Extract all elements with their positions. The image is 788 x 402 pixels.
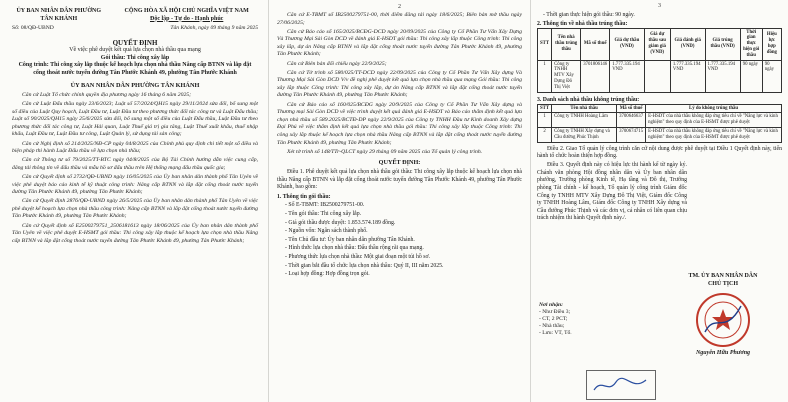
recipient-item: - Như Điều 3; [539, 309, 571, 315]
table-cell: 3701806146 [581, 60, 610, 92]
doc-header [12, 8, 258, 23]
recipient-item: - Lưu: VT, Tổ. [539, 330, 572, 336]
losers-table-header [538, 104, 782, 113]
package-info-item: - Hình thức lựa chọn nhà thầu: Đấu thầu rộng rãi qua mạng. [285, 245, 424, 252]
winner-table [537, 28, 782, 93]
table-cell: Công ty TNHH MTV Xây Dựng Đô Thị Việt [552, 60, 581, 92]
authority-name: ỦY BAN NHÂN DÂN PHƯỜNG TÂN KHÁNH [70, 82, 200, 89]
column-header: Giá dự thầu (VND) [610, 28, 644, 60]
loser-row [538, 113, 782, 128]
legal-basis-item: Căn cứ Luật Đấu thầu ngày 23/6/2023; Luật số 57/2024/QH15 ngày 29/11/2024 sửa đổi, bổ sung một số điều của Luật Quy hoạch, Luật Đầu tư, Luật Đầu tư theo phương thức đối tác công tư và Luật Đấu thầu; Luật số 90/2025/QH15 ngày 25/6/2025 sửa đổi, bổ sung một số điều của Luật Đấu thầu, Luật Đầu tư theo phương thức đối tác công tư, Luật Hải quan, Luật Thuế giá trị gia tăng, Luật Thuế xuất khẩu, thuế nhập khẩu, Luật Đầu tư, Luật Đầu tư công, Luật Quản lý, sử dụng tài sản công; [12, 101, 258, 138]
column-header: Thời gian thực hiện gói thầu [740, 28, 762, 60]
column-header: STT [538, 28, 552, 60]
republic-name: CỘNG HÒA XÃ HỘI CHỦ NGHĨA VIỆT NAM [124, 8, 249, 14]
package-info-item: - Phương thức lựa chọn nhà thầu: Một giai đoạn một túi hồ sơ. [285, 254, 431, 261]
losers-table [537, 104, 782, 143]
package-info-list [277, 201, 522, 278]
winner-row [538, 60, 782, 92]
package-info-item: - Thời gian bắt đầu tổ chức lựa chọn nhà thầu: Quý II, III năm 2025. [285, 262, 444, 269]
article-1: Điều 1. Phê duyệt kết quả lựa chọn nhà thầu gói thầu: Thi công xây lắp thuộc kế hoạch lựa chọn nhà thầu Nâng cấp BTNN và lắp đặt cống thoát nước tuyến đường Tân Phước Khánh 49, phường Tân Phước Khánh, bao gồm: [277, 169, 522, 191]
page-2 [268, 0, 530, 402]
package-info-heading: 1. Thông tin gói thầu: [277, 194, 331, 201]
column-header: Giá đánh giá (VND) [670, 28, 705, 60]
package-info-item: - Giá gói thầu được duyệt: 1.853.574.189 đồng. [285, 219, 396, 226]
table-cell: 90 ngày [762, 60, 781, 92]
package-name: Gói thầu: Thi công xây lắp [100, 54, 170, 61]
package-info-item: - Tên gói thầu: Thi công xây lắp. [285, 211, 362, 218]
article-3: Điều 3. Quyết định này có hiệu lực thi hành kể từ ngày ký. Chánh văn phòng Hội đồng nhân dân và Ủy ban nhân dân phường, Trưởng phòng Kinh tế, Hạ tầng và Đô thị, Trưởng phòng Tài chính - kế hoạch, Tổ quản lý công trình Giám đốc Công ty TNHH MTV Xây Dựng Đô Thị Việt, Giám đốc Công ty TNHH Hoàng Lâm, Giám đốc Công ty TNHH Xây dựng và Cầu đường Phúc Thịnh và các đơn vị, cá nhân có liên quan chịu trách nhiệm thi hành Quyết định này./. [537, 162, 687, 222]
table-cell: 1 [538, 113, 552, 128]
page-number: 3 [658, 3, 661, 9]
legal-basis-item: Xét tờ trình số 148/TTr-QLCT ngày 29 tháng 09 năm 2025 của Tổ quản lý công trình. [287, 148, 483, 155]
motto: Độc lập - Tự do - Hạnh phúc [149, 15, 224, 22]
column-header: Mã số thuế [617, 104, 646, 113]
legal-basis-item: Căn cứ Báo cáo số 165/2025/BCĐG-DCD ngày 20/09/2025 của Công ty Cổ Phần Tư Vấn Xây Dựng Và Thương Mại Sài Gòn DCD về đánh giá E-HSDT gói thầu: Thi công xây lắp thuộc Công trình: Thi công xây lắp, dự án Nâng cấp BTNN và lắp đặt cống thoát nước tuyến đường Tân Phước Khánh 49, phường Tân Phước Khánh; [277, 28, 522, 58]
signer-name: Nguyễn Hữu Phương [695, 350, 751, 356]
page-3 [530, 0, 788, 402]
official-seal-icon [695, 292, 751, 348]
table-cell: 1.777.335.194 VND [705, 60, 740, 92]
issue-date: Tân Khánh, ngày 09 tháng 9 năm 2025 [170, 25, 258, 31]
decision-title: QUYẾT ĐỊNH [112, 39, 158, 47]
sign-role: CHỦ TỊCH [707, 280, 739, 287]
legal-basis-item: Căn cứ E-TBMT số IB2500279751-00, thời điểm đăng tải ngày 18/6/2025; Biên bản mở thầu ngày 27/06/2025; [277, 12, 522, 26]
winner-heading: 2. Thông tin về nhà thầu trúng thầu: [537, 20, 628, 27]
table-cell: 3700674715 [617, 127, 646, 142]
decision-subject: Về việc phê duyệt kết quả lựa chọn nhà thầu qua mạng [69, 47, 201, 53]
column-header: Giá dự thầu sau giảm giá (VND) [644, 28, 670, 60]
article-2: Điều 2. Giao Tổ quản lý công trình căn cứ nội dung được phê duyệt tại Điều 1 Quyết định này, tiến hành tổ chức hoàn thiện hợp đồng. [537, 145, 782, 160]
page-number: 2 [398, 4, 401, 10]
page-1 [0, 0, 268, 402]
national-header [115, 8, 258, 23]
recipients-block [539, 302, 572, 337]
column-header: Hiệu lực hợp đồng [762, 28, 781, 60]
recipients-title: Nơi nhận: [539, 302, 563, 308]
signature-block [664, 273, 782, 356]
legal-basis-item: Căn cứ Luật Tổ chức chính quyền địa phương ngày 16 tháng 6 năm 2025; [22, 92, 192, 98]
legal-basis-item: Căn cứ Nghị định số 214/2025/NĐ-CP ngày 04/8/2025 của Chính phủ quy định chi tiết một số điều và biện pháp thi hành Luật Đấu thầu về lựa chọn nhà thầu; [12, 140, 258, 155]
legal-basis-item: Căn cứ Quyết định 2876/QĐ-UBND ngày 26/5/2025 của Ủy ban nhân dân thành phố Tân Uyên về việc phê duyệt kế hoạch lựa chọn nhà thầu công trình: Nâng cấp BTNN và lắp đặt cống thoát nước tuyến đường Tân Phước Khánh 49, phường Tân Phước Khánh; [12, 198, 258, 220]
table-cell: Công ty TNHH Hoàng Lâm [552, 113, 617, 128]
table-cell: 1 [538, 60, 552, 92]
signature-scribble-icon [588, 372, 654, 398]
table-cell: 90 ngày [740, 60, 762, 92]
column-header: Mã số thuế [581, 28, 610, 60]
column-header: Lý do không trúng thầu [646, 104, 782, 113]
table-cell: E-HSDT của nhà thầu không đáp ứng tiêu chí về "Năng lực và kinh nghiệm" theo quy định của E-HSMT được phê duyệt [646, 127, 782, 142]
legal-basis-item: Căn cứ Biên bản đối chiếu ngày 22/9/2025; [287, 60, 387, 67]
table-cell: 3700646637 [617, 113, 646, 128]
legal-basis-list [12, 92, 258, 245]
column-header: Giá trúng thầu (VND) [705, 28, 740, 60]
package-info-item: - Số E-TBMT: IB2500279751-00. [285, 202, 365, 209]
issuing-agency: ỦY BAN NHÂN DÂN PHƯỜNG TÂN KHÁNH [16, 8, 102, 22]
column-header: Tên nhà thầu [552, 104, 617, 113]
decides-heading: QUYẾT ĐỊNH: [378, 159, 421, 167]
legal-basis-item: Căn cứ Quyết định số 2732/QĐ-UBND ngày 16/05/2025 của Ủy ban nhân dân thành phố Tân Uyên về việc phê duyệt báo cáo kinh tế kỹ thuật công trình: Nâng cấp BTNN và lắp đặt cống thoát nước tuyến đường Tân Phước Khánh 49, phường Tân Phước Khánh; [12, 173, 258, 196]
document-number: Số: 08/QĐ-UBND [12, 25, 54, 31]
sign-org: TM. ỦY BAN NHÂN DÂN [688, 273, 758, 279]
package-info-item: - Loại hợp đồng: Hợp đồng trọn gói. [285, 271, 370, 278]
table-cell: 1.777.335.194 VND [670, 60, 705, 92]
column-header: Tên nhà thầu trúng thầu [552, 28, 581, 60]
legal-basis-list-cont [277, 12, 522, 156]
legal-basis-item: Căn cứ Báo cáo số 160/025/BCĐG ngày 20/9/2025 của Công ty Cổ Phần Tư Vấn Xây dựng và Thương mại Sài Gòn DCD về việc trình duyệt kết quả đánh giá E-HSDT và Báo cáo thẩm định kết quả lựa chọn nhà thầu số 589.2025/BCTĐ-DP ngày 22/9/2025 của Công ty TNHH Đầu tư Kinh doanh Xây dựng Đại Phú về việc thẩm định kết quả lựa chọn nhà thầu gói thầu: Thi công xây lắp thuộc Công trình: Thi công xây lắp thuộc kế hoạch lựa chọn nhà thầu Nâng cấp BTNN và lắp đặt cống thoát nước tuyến đường Tân Phước Khánh 49, phường Tân Phước Khánh; [277, 101, 522, 146]
project-name: Công trình: Thi công xây lắp thuộc kế hoạch lựa chọn nhà thầu Nâng cấp BTNN và lắp đặt cống thoát nước tuyến đường Tân Phước Khánh 49, phường Tân Phước Khánh [18, 62, 252, 76]
losers-heading: 3. Danh sách nhà thầu không trúng thầu: [537, 96, 640, 103]
column-header: STT [538, 104, 552, 113]
table-cell: E-HSDT của nhà thầu không đáp ứng tiêu chí về "Năng lực và kinh nghiệm" theo quy định của E-HSMT được phê duyệt [646, 113, 782, 128]
recipient-item: - Nhà thầu; [539, 323, 565, 329]
recipient-item: - CT, 2 PCT; [539, 316, 568, 322]
legal-basis-item: Căn cứ Tờ trình số 580/025/TT-DCD ngày 22/09/2025 của Công ty Cổ Phần Tư Vấn Xây dựng Và Thương Mại Sài Gòn DCD V/v đề nghị phê duyệt kết quả lựa chọn nhà thầu qua mạng Gói thầu: Thi công xây lắp thuộc Công trình: Thi công xây lắp, dự án Nâng cấp BTNN và lắp đặt cống thoát nước tuyến đường Tân Phước Khánh 49, phường Tân Phước Khánh; [277, 69, 522, 99]
loser-row [538, 127, 782, 142]
legal-basis-item: Căn cứ Quyết định số E2500279751_2506181613 ngày 18/06/2025 của Ủy ban nhân dân thành phố Tân Uyên về việc phê duyệt E-HSMT gói thầu: Thi công xây lắp thuộc kế hoạch lựa chọn nhà thầu Nâng cấp BTNN và lắp đặt cống thoát nước tuyến đường Tân Phước Khánh 49, phường Tân Phước Khánh; [12, 222, 258, 244]
winner-table-header [538, 28, 782, 60]
package-info-item: - Tên Chủ đầu tư: Ủy ban nhân dân phường Tân Khánh. [285, 236, 415, 243]
package-info-item: - Nguồn vốn: Ngân sách thành phố. [285, 228, 368, 235]
table-cell: 1.777.335.194 VND [610, 60, 644, 92]
legal-basis-item: Căn cứ Thông tư số 79/2025/TT-BTC ngày 04/8/2025 của Bộ Tài Chính hướng dẫn việc cung cấp, đăng tải thông tin về đấu thầu và mẫu hồ sơ đấu thầu trên Hệ thống mạng đấu thầu quốc gia; [12, 157, 258, 171]
table-cell: Công ty TNHH Xây dựng và Cầu đường Phúc Thịnh [552, 127, 617, 142]
duration-line: - Thời gian thực hiện gói thầu: 90 ngày. [543, 12, 635, 18]
table-cell [644, 60, 670, 92]
doc-meta [12, 25, 258, 31]
table-cell: 2 [538, 127, 552, 142]
digital-signature-box [586, 370, 656, 400]
